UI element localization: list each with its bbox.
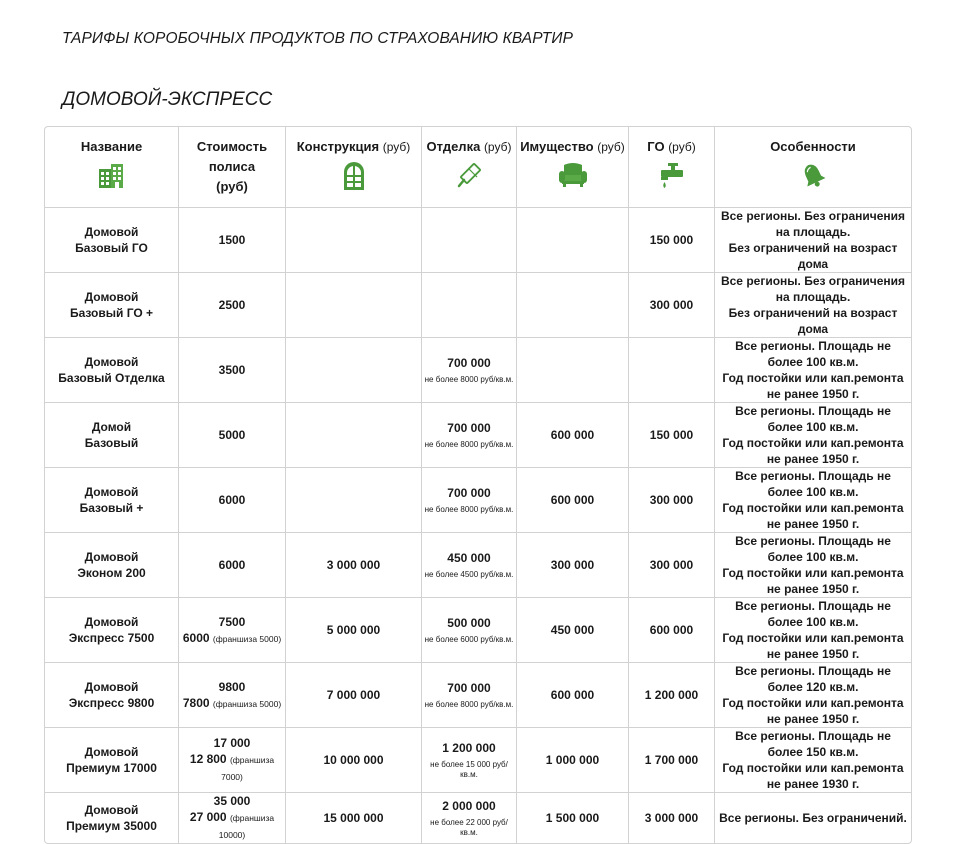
header-finish-label: Отделка (руб) [426, 139, 512, 154]
finish-cell [422, 728, 517, 793]
features-line2: Без ограничений на возраст дома [728, 306, 898, 336]
product-name-line1: Домовой [84, 290, 139, 304]
construction-cell [286, 403, 422, 468]
features-cell [715, 728, 912, 793]
finish-cell [422, 598, 517, 663]
property-cell: 600 000 [517, 468, 629, 533]
features-line2: Год постойки или кап.ремонта не ранее 1930 г. [722, 761, 904, 791]
liability-cell [629, 338, 715, 403]
faucet-icon [657, 161, 687, 189]
policy-cost-cell [179, 728, 286, 793]
construction-cell: 5 000 000 [286, 598, 422, 663]
product-name-cell [44, 598, 179, 663]
product-name-line1: Домовой [84, 485, 139, 499]
table-row [44, 728, 912, 793]
policy-cost-cell [179, 598, 286, 663]
policy-cost-deductible: 7800 (франшиза 5000) [182, 695, 282, 710]
product-name-line1: Домовой [84, 355, 139, 369]
header-finish [422, 126, 517, 208]
paint-roller-icon [455, 161, 483, 189]
policy-cost: 1500 [218, 233, 246, 247]
product-name-cell [44, 533, 179, 598]
header-cost-line3: (руб) [216, 179, 248, 194]
features-line2: Год постойки или кап.ремонта не ранее 1950 г. [722, 436, 904, 466]
property-cell: 300 000 [517, 533, 629, 598]
product-name-line2: Базовый ГО + [69, 306, 154, 320]
table-row [44, 208, 912, 273]
policy-cost-cell [179, 468, 286, 533]
liability-cell: 600 000 [629, 598, 715, 663]
liability-cell: 300 000 [629, 468, 715, 533]
finish-limit-note: не более 8000 руб/кв.м. [424, 440, 514, 449]
product-name-cell [44, 338, 179, 403]
product-name-line1: Домовой [84, 615, 139, 629]
finish-limit-note: не более 4500 руб/кв.м. [424, 570, 514, 579]
features-line1: Все регионы. Площадь не более 150 кв.м. [735, 729, 891, 759]
product-name-cell [44, 273, 179, 338]
product-name-line2: Базовый + [79, 501, 144, 515]
features-line2: Год постойки или кап.ремонта не ранее 1950 г. [722, 696, 904, 726]
liability-cell: 3 000 000 [629, 793, 715, 844]
header-construction [286, 126, 422, 208]
policy-cost: 3500 [218, 363, 246, 377]
product-name-line2: Базовый [84, 436, 139, 450]
product-name-line1: Домовой [84, 550, 139, 564]
policy-cost: 5000 [218, 428, 246, 442]
property-cell [517, 273, 629, 338]
finish-limit-note: не более 8000 руб/кв.м. [424, 505, 514, 514]
construction-cell [286, 273, 422, 338]
finish-cell [422, 403, 517, 468]
document-title: ТАРИФЫ КОРОБОЧНЫХ ПРОДУКТОВ ПО СТРАХОВАНИЮ КВАРТИР [62, 30, 574, 47]
finish-value: 1 200 000 [442, 741, 496, 755]
bell-icon [799, 161, 827, 189]
finish-cell [422, 533, 517, 598]
table-row [44, 533, 912, 598]
tariffs-table [44, 126, 912, 844]
finish-cell [422, 338, 517, 403]
product-name-cell [44, 403, 179, 468]
product-name-line2: Эконом 200 [77, 566, 146, 580]
finish-limit-note: не более 6000 руб/кв.м. [424, 635, 514, 644]
property-cell: 600 000 [517, 403, 629, 468]
policy-cost-cell [179, 403, 286, 468]
features-line2: Год постойки или кап.ремонта не ранее 1950 г. [722, 501, 904, 531]
product-name-line1: Домовой [84, 745, 139, 759]
finish-value: 700 000 [447, 486, 491, 500]
finish-value: 450 000 [447, 551, 491, 565]
table-row [44, 468, 912, 533]
liability-cell: 1 700 000 [629, 728, 715, 793]
property-cell [517, 338, 629, 403]
features-line1: Все регионы. Без ограничения на площадь. [720, 274, 906, 304]
product-name-line1: Домой [91, 420, 132, 434]
policy-cost-deductible: 6000 (франшиза 5000) [182, 630, 282, 645]
policy-cost-cell [179, 663, 286, 728]
product-title: ДОМОВОЙ-ЭКСПРЕСС [62, 89, 273, 110]
features-cell [715, 663, 912, 728]
features-cell [715, 793, 912, 844]
features-cell [715, 598, 912, 663]
header-cost-line2: полиса [208, 159, 256, 174]
product-name-line2: Экспресс 7500 [68, 631, 155, 645]
header-liability [629, 126, 715, 208]
finish-cell [422, 793, 517, 844]
features-line2: Без ограничений на возраст дома [728, 241, 898, 271]
policy-cost: 7500 [218, 614, 246, 629]
policy-cost: 9800 [218, 679, 246, 694]
features-cell [715, 403, 912, 468]
product-name-line2: Базовый Отделка [58, 371, 165, 385]
property-cell: 1 500 000 [517, 793, 629, 844]
policy-cost-cell [179, 273, 286, 338]
liability-cell: 300 000 [629, 273, 715, 338]
policy-cost: 6000 [218, 558, 246, 572]
header-construction-label: Конструкция (руб) [296, 139, 411, 154]
product-name-line1: Домовой [84, 803, 139, 817]
finish-value: 700 000 [447, 421, 491, 435]
features-line2: Год постойки или кап.ремонта не ранее 1950 г. [722, 566, 904, 596]
features-cell [715, 338, 912, 403]
construction-cell: 10 000 000 [286, 728, 422, 793]
header-liability-label: ГО (руб) [647, 139, 696, 154]
finish-value: 700 000 [447, 356, 491, 370]
table-row [44, 663, 912, 728]
header-name [44, 126, 179, 208]
policy-cost-cell [179, 208, 286, 273]
construction-cell: 7 000 000 [286, 663, 422, 728]
property-cell [517, 208, 629, 273]
finish-limit-note: не более 22 000 руб/кв.м. [430, 818, 508, 837]
product-name-line2: Премиум 35000 [66, 819, 157, 833]
liability-cell: 150 000 [629, 403, 715, 468]
features-line1: Все регионы. Площадь не более 100 кв.м. [735, 599, 891, 629]
header-features-label: Особенности [770, 139, 856, 154]
policy-cost: 35 000 [213, 794, 251, 808]
features-line1: Все регионы. Площадь не более 100 кв.м. [735, 469, 891, 499]
policy-cost-cell [179, 533, 286, 598]
header-features [715, 126, 912, 208]
finish-cell [422, 468, 517, 533]
features-cell [715, 273, 912, 338]
features-line1: Все регионы. Площадь не более 100 кв.м. [735, 339, 891, 369]
construction-cell: 15 000 000 [286, 793, 422, 844]
features-cell [715, 208, 912, 273]
property-cell: 1 000 000 [517, 728, 629, 793]
features-line1: Все регионы. Площадь не более 100 кв.м. [735, 534, 891, 564]
policy-cost-cell [179, 338, 286, 403]
product-name-cell [44, 793, 179, 844]
finish-limit-note: не более 8000 руб/кв.м. [424, 700, 514, 709]
finish-value: 500 000 [447, 616, 491, 630]
product-name-line2: Базовый ГО [75, 241, 148, 255]
features-cell [715, 468, 912, 533]
liability-cell: 300 000 [629, 533, 715, 598]
product-name-line1: Домовой [84, 680, 139, 694]
table-row [44, 403, 912, 468]
liability-cell: 150 000 [629, 208, 715, 273]
finish-cell [422, 208, 517, 273]
window-icon [342, 161, 366, 191]
policy-cost-deductible: 27 000 (франшиза 10000) [189, 810, 275, 840]
product-name-line2: Премиум 17000 [66, 761, 157, 775]
table-row [44, 598, 912, 663]
features-line1: Все регионы. Без ограничения на площадь. [720, 209, 906, 239]
header-cost-line1: Стоимость [196, 139, 268, 154]
property-cell: 450 000 [517, 598, 629, 663]
finish-value: 700 000 [447, 681, 491, 695]
product-name-line2: Экспресс 9800 [68, 696, 155, 710]
policy-cost-cell [179, 793, 286, 844]
policy-cost-deductible: 12 800 (франшиза 7000) [189, 752, 275, 782]
product-name-cell [44, 208, 179, 273]
policy-cost: 17 000 [213, 736, 251, 750]
header-property-label: Имущество (руб) [520, 139, 625, 154]
building-icon [97, 161, 127, 189]
features-line2: Год постойки или кап.ремонта не ранее 1950 г. [722, 371, 904, 401]
armchair-icon [557, 161, 589, 187]
construction-cell [286, 338, 422, 403]
finish-value: 2 000 000 [442, 799, 496, 813]
product-name-cell [44, 728, 179, 793]
finish-cell [422, 273, 517, 338]
policy-cost: 6000 [218, 493, 246, 507]
liability-cell: 1 200 000 [629, 663, 715, 728]
features-line1: Все регионы. Без ограничений. [719, 811, 907, 825]
header-row [44, 126, 912, 208]
features-line2: Год постойки или кап.ремонта не ранее 1950 г. [722, 631, 904, 661]
header-name-label: Название [80, 139, 143, 154]
product-name-line1: Домовой [84, 225, 139, 239]
header-cost [179, 126, 286, 208]
product-name-cell [44, 468, 179, 533]
finish-limit-note: не более 8000 руб/кв.м. [424, 375, 514, 384]
table-row [44, 273, 912, 338]
product-name-cell [44, 663, 179, 728]
table-row [44, 793, 912, 844]
property-cell: 600 000 [517, 663, 629, 728]
finish-cell [422, 663, 517, 728]
features-line1: Все регионы. Площадь не более 120 кв.м. [735, 664, 891, 694]
construction-cell [286, 468, 422, 533]
header-property [517, 126, 629, 208]
construction-cell: 3 000 000 [286, 533, 422, 598]
table-row [44, 338, 912, 403]
construction-cell [286, 208, 422, 273]
policy-cost: 2500 [218, 298, 246, 312]
features-line1: Все регионы. Площадь не более 100 кв.м. [735, 404, 891, 434]
features-cell [715, 533, 912, 598]
finish-limit-note: не более 15 000 руб/кв.м. [430, 760, 508, 779]
